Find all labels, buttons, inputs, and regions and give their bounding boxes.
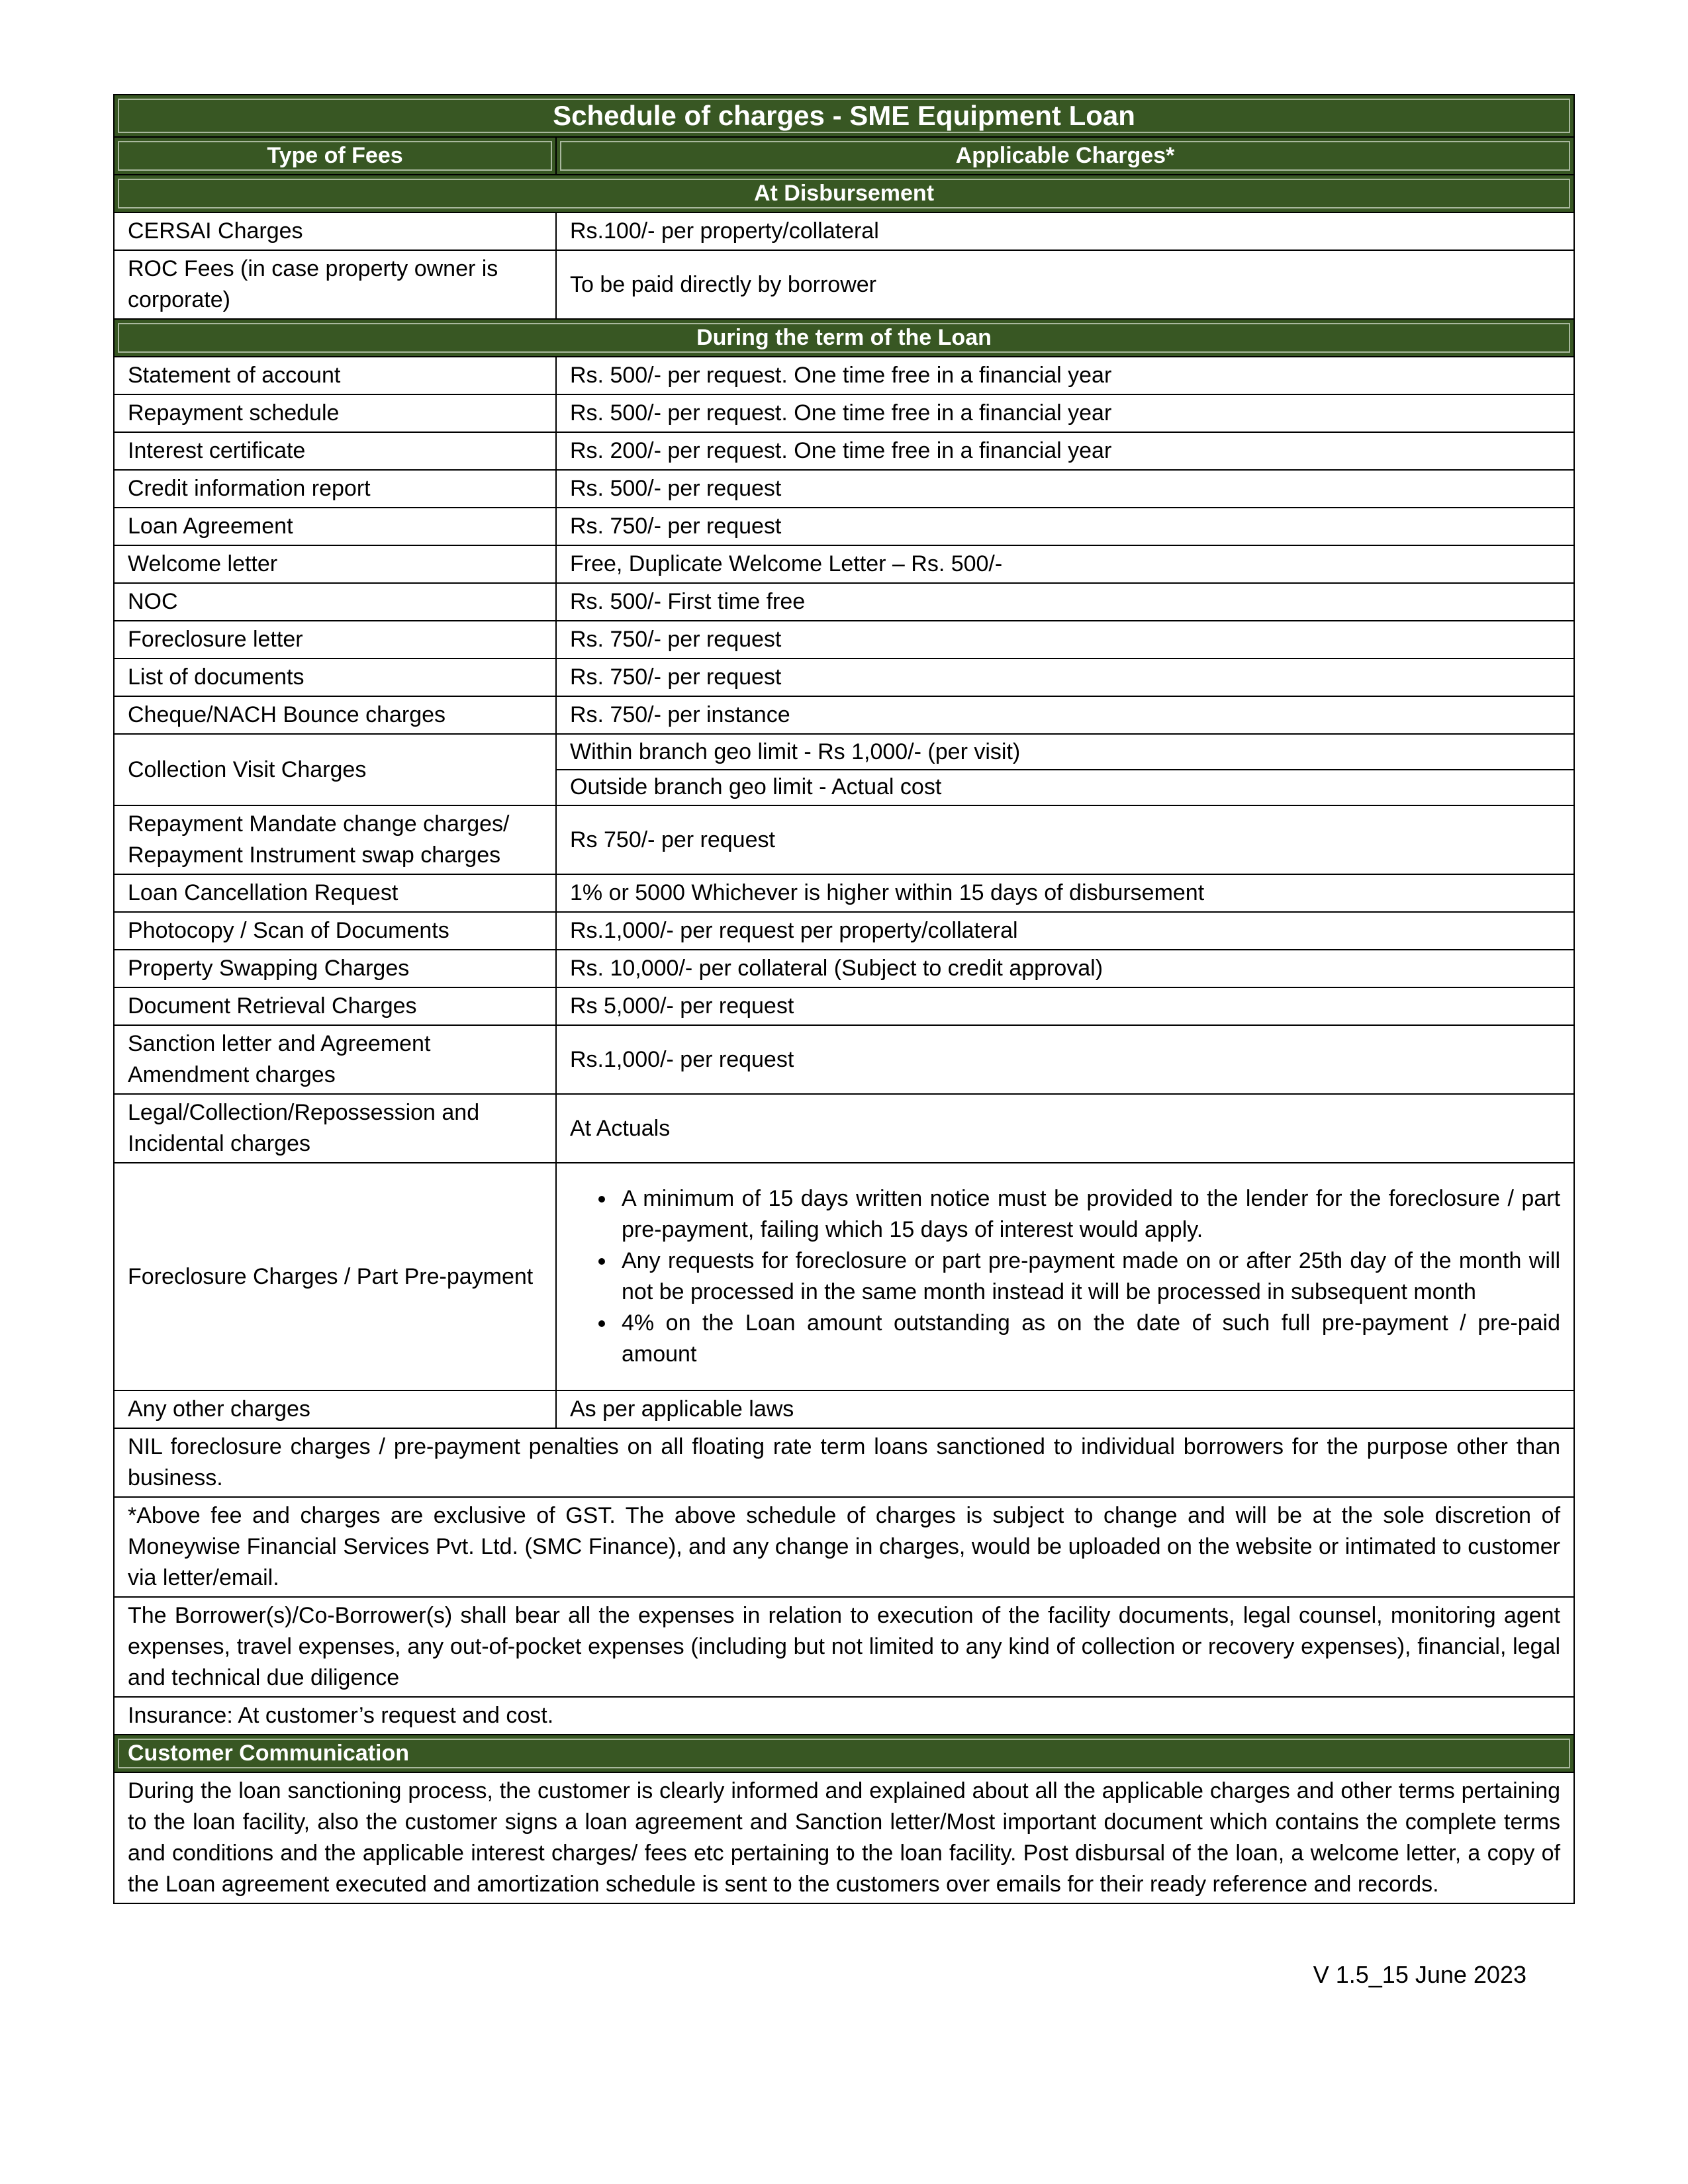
- fee-type: Credit information report: [114, 470, 556, 508]
- table-row: [114, 1025, 1574, 1094]
- fee-charge: Rs. 750/- per request: [556, 508, 1574, 545]
- fee-charge: Rs. 500/- First time free: [556, 583, 1574, 621]
- list-item: • A minimum of 15 days written notice must be provided to the lender for the foreclosure / part pre-payment, failing which 15 days of interest would apply.: [616, 1183, 1560, 1246]
- table-row: [114, 583, 1574, 621]
- fee-charge: Rs. 500/- per request: [556, 470, 1574, 508]
- fee-type: Legal/Collection/Repossession and Incidental charges: [114, 1094, 556, 1163]
- page-title: Schedule of charges - SME Equipment Loan: [114, 95, 1574, 137]
- fee-type: Statement of account: [114, 357, 556, 394]
- column-header-type: Type of Fees: [114, 137, 556, 175]
- section-during-term: During the term of the Loan: [114, 319, 1574, 357]
- fee-charge: Rs. 500/- per request. One time free in a financial year: [556, 357, 1574, 394]
- fee-type: Photocopy / Scan of Documents: [114, 912, 556, 950]
- table-row: [114, 805, 1574, 874]
- fee-type: Repayment Mandate change charges/ Repayment Instrument swap charges: [114, 805, 556, 874]
- fee-charge: Rs 750/- per request: [556, 805, 1574, 874]
- fee-type: Interest certificate: [114, 432, 556, 470]
- charges-table: [113, 94, 1575, 1904]
- table-row: [114, 357, 1574, 394]
- note-insurance: Insurance: At customer’s request and cost.: [114, 1697, 1574, 1735]
- fee-type: List of documents: [114, 659, 556, 696]
- table-row: [114, 696, 1574, 734]
- fee-type: Loan Agreement: [114, 508, 556, 545]
- note-borrower-expenses: The Borrower(s)/Co-Borrower(s) shall bear all the expenses in relation to execution of the facility documents, legal counsel, monitoring agent expenses, travel expenses, any out-of-pocket expenses (including but not limited to any kind of collection or recovery expenses), financial, legal and technical due diligence: [114, 1597, 1574, 1697]
- table-row: [114, 621, 1574, 659]
- note-row: [114, 1597, 1574, 1697]
- table-row: [114, 545, 1574, 583]
- table-row: [114, 250, 1574, 319]
- fee-charge: Rs. 200/- per request. One time free in a financial year: [556, 432, 1574, 470]
- fee-charge: At Actuals: [556, 1094, 1574, 1163]
- list-item: • Any requests for foreclosure or part pre-payment made on or after 25th day of the month will not be processed in the same month instead it will be processed in subsequent month: [616, 1246, 1560, 1308]
- fee-type: Loan Cancellation Request: [114, 874, 556, 912]
- table-row: [114, 1163, 1574, 1390]
- section-at-disbursement: At Disbursement: [114, 175, 1574, 212]
- fee-type: Foreclosure Charges / Part Pre-payment: [114, 1163, 556, 1390]
- fee-charge: Rs. 750/- per request: [556, 659, 1574, 696]
- fee-type: Repayment schedule: [114, 394, 556, 432]
- table-row: [114, 212, 1574, 250]
- table-row: [114, 1390, 1574, 1428]
- table-row: [114, 950, 1574, 987]
- customer-communication-text: During the loan sanctioning process, the customer is clearly informed and explained about all the applicable charges and other terms pertaining to the loan facility, also the customer signs a loan agreement and Sanction letter/Most important document which contains the complete terms and conditions and the applicable interest charges/ fees etc pertaining to the loan facility. Post disbursal of the loan, a welcome letter, a copy of the Loan agreement executed and amortization schedule is sent to the customers over emails for their ready reference and records.: [114, 1772, 1574, 1903]
- communication-header-row: [114, 1735, 1574, 1772]
- communication-row: [114, 1772, 1574, 1903]
- fee-type: NOC: [114, 583, 556, 621]
- version-label: V 1.5_15 June 2023: [1313, 1961, 1526, 1988]
- table-row: [114, 734, 1574, 805]
- fee-charge: Rs. 500/- per request. One time free in a financial year: [556, 394, 1574, 432]
- table-row: [114, 874, 1574, 912]
- fee-charge: Free, Duplicate Welcome Letter – Rs. 500/-: [556, 545, 1574, 583]
- fee-type: Sanction letter and Agreement Amendment charges: [114, 1025, 556, 1094]
- fee-type: Cheque/NACH Bounce charges: [114, 696, 556, 734]
- fee-charge: Rs. 10,000/- per collateral (Subject to credit approval): [556, 950, 1574, 987]
- fee-type: Foreclosure letter: [114, 621, 556, 659]
- section-header-row: [114, 175, 1574, 212]
- fee-charge: Rs. 750/- per instance: [556, 696, 1574, 734]
- note-row: [114, 1497, 1574, 1597]
- fee-charge-within-limit: Within branch geo limit - Rs 1,000/- (per visit): [570, 739, 1021, 764]
- fee-charge: Rs.100/- per property/collateral: [556, 212, 1574, 250]
- column-header-charge: Applicable Charges*: [556, 137, 1574, 175]
- table-row: [114, 432, 1574, 470]
- table-row: [114, 659, 1574, 696]
- fee-type: Any other charges: [114, 1390, 556, 1428]
- fee-type: Document Retrieval Charges: [114, 987, 556, 1025]
- fee-charge: To be paid directly by borrower: [556, 250, 1574, 319]
- fee-type: Welcome letter: [114, 545, 556, 583]
- table-row: [114, 912, 1574, 950]
- fee-charge: Rs. 750/- per request: [556, 621, 1574, 659]
- column-header-row: [114, 137, 1574, 175]
- table-row: [114, 508, 1574, 545]
- table-row: [114, 1094, 1574, 1163]
- table-row: [114, 394, 1574, 432]
- list-item: • 4% on the Loan amount outstanding as on the date of such full pre-payment / pre-paid amount: [616, 1308, 1560, 1370]
- note-nil-foreclosure: NIL foreclosure charges / pre-payment penalties on all floating rate term loans sanctioned to individual borrowers for the purpose other than business.: [114, 1428, 1574, 1497]
- foreclosure-conditions-list: [570, 1183, 1560, 1370]
- title-row: [114, 95, 1574, 137]
- fee-charge: [556, 734, 1574, 805]
- fee-charge-outside-limit: Outside branch geo limit - Actual cost: [557, 769, 1573, 804]
- fee-type: ROC Fees (in case property owner is corporate): [114, 250, 556, 319]
- customer-communication-heading: Customer Communication: [114, 1735, 1574, 1772]
- table-row: [114, 470, 1574, 508]
- table-row: [114, 987, 1574, 1025]
- fee-charge: As per applicable laws: [556, 1390, 1574, 1428]
- note-row: [114, 1697, 1574, 1735]
- section-header-row: [114, 319, 1574, 357]
- fee-type: Collection Visit Charges: [114, 734, 556, 805]
- fee-charge: [556, 1163, 1574, 1390]
- fee-charge: Rs 5,000/- per request: [556, 987, 1574, 1025]
- fee-charge: Rs.1,000/- per request: [556, 1025, 1574, 1094]
- fee-charge: Rs.1,000/- per request per property/collateral: [556, 912, 1574, 950]
- note-row: [114, 1428, 1574, 1497]
- fee-type: Property Swapping Charges: [114, 950, 556, 987]
- note-gst: *Above fee and charges are exclusive of GST. The above schedule of charges is subject to change and will be at the sole discretion of Moneywise Financial Services Pvt. Ltd. (SMC Finance), and any change in charges, would be uploaded on the website or intimated to customer via letter/email.: [114, 1497, 1574, 1597]
- fee-charge: 1% or 5000 Whichever is higher within 15 days of disbursement: [556, 874, 1574, 912]
- fee-type: CERSAI Charges: [114, 212, 556, 250]
